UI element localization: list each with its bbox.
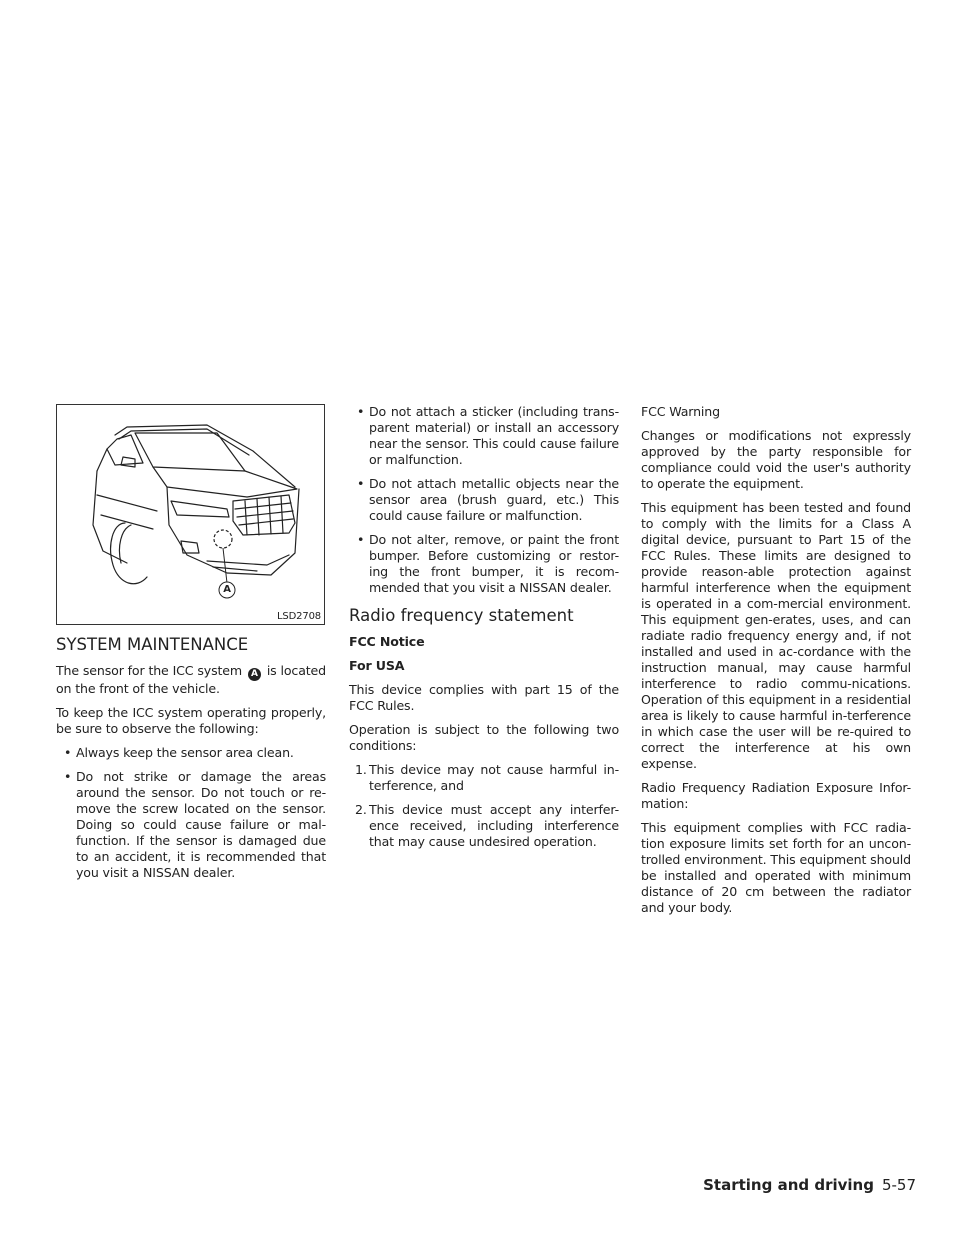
bullet-mark: • [64,769,72,784]
bullet-mark: • [357,532,365,547]
changes-paragraph: Changes or modifications not expressly approved by the party responsible for compliance could void the user's authority to operate the equipment. [641,428,911,491]
bullet-mark: • [64,745,72,760]
bullet-mark: • [357,404,365,419]
for-usa-heading: For USA [349,658,405,673]
column-1 [56,404,326,889]
intro-paragraph [56,663,326,697]
page-footer [703,1175,916,1195]
vehicle-illustration [56,404,325,625]
complies-paragraph: This device complies with part 15 of the FCC Rules. [349,682,619,713]
conditions-list [349,762,619,850]
list-item: 2. This device must accept any interfer-ence received, including interference that may cause undesired operation. [355,802,619,849]
operation-paragraph: Operation is subject to the following two conditions: [349,722,619,753]
number-mark: 2. [355,802,367,817]
maintenance-list-2 [349,404,619,596]
car-front-drawing [57,405,324,624]
list-item: • Do not attach metallic objects near the sensor area (brush guard, etc.) This could cause failure or malfunction. [357,476,619,523]
sensor-location-circle [214,530,232,548]
keep-paragraph: To keep the ICC system operating properly, be sure to observe the following: [56,705,326,736]
column-3 [641,404,911,924]
list-item: 1. This device may not cause harmful in-terference, and [355,762,619,793]
number-mark: 1. [355,762,367,777]
rf-limits-paragraph: This equipment complies with FCC radia-tion exposure limits set forth for an uncon-trolled environment. This equipment should be installed and operated with minimum distance of 20 cm between the radiator and your body. [641,820,911,915]
callout-a-label: A [223,584,231,595]
figure-id: LSD2708 [276,611,321,622]
list-item: • Do not strike or damage the areas around the sensor. Do not touch or re-move the screw located on the sensor. Doing so could cause failure or mal-function. If the sensor is damaged due to an accident, it is recommended that you visit a NISSAN dealer. [64,769,326,880]
section-title: SYSTEM MAINTENANCE [56,635,249,654]
page-number: 5-57 [881,1176,916,1194]
footer-section-name: Starting and driving [703,1176,874,1194]
callout-leader-line [223,548,227,583]
fcc-warning-heading: FCC Warning [641,404,720,419]
list-item: • Always keep the sensor area clean. [64,745,294,760]
callout-marker-a: A [248,668,261,681]
maintenance-list-1 [56,745,326,881]
intro-before: The sensor for the ICC system [56,663,242,678]
tested-paragraph: This equipment has been tested and found to comply with the limits for a Class A digital device, pursuant to Part 15 of the FCC Rules. These limits are designed to provide reason-able protection against harmful interference when the equipment is operated in a com-mercial environment. This equipment gen-erates, uses, and can radiate radio frequency energy and, if not installed and used in ac-cordance with the instruction manual, may cause harmful interference to radio commu-nications. Operation of this equipment in a residential area is likely to cause harmful in-terference in which case the user will be re-quired to correct the interference at his own expense. [641,500,911,771]
intro-after: is located on the front of the vehicle. [56,663,326,696]
list-item: • Do not attach a sticker (including trans-parent material) or install an accessory near the sensor. This could cause failure or malfunction. [357,404,619,467]
column-2 [349,404,619,858]
radio-frequency-heading: Radio frequency statement [349,606,574,625]
list-item: • Do not alter, remove, or paint the front bumper. Before customizing or restor-ing the front bumper, it is recom-mended that you visit a NISSAN dealer. [357,532,619,595]
fcc-notice-heading: FCC Notice [349,634,425,649]
bullet-mark: • [357,476,365,491]
rf-exposure-heading: Radio Frequency Radiation Exposure Infor-mation: [641,780,911,811]
